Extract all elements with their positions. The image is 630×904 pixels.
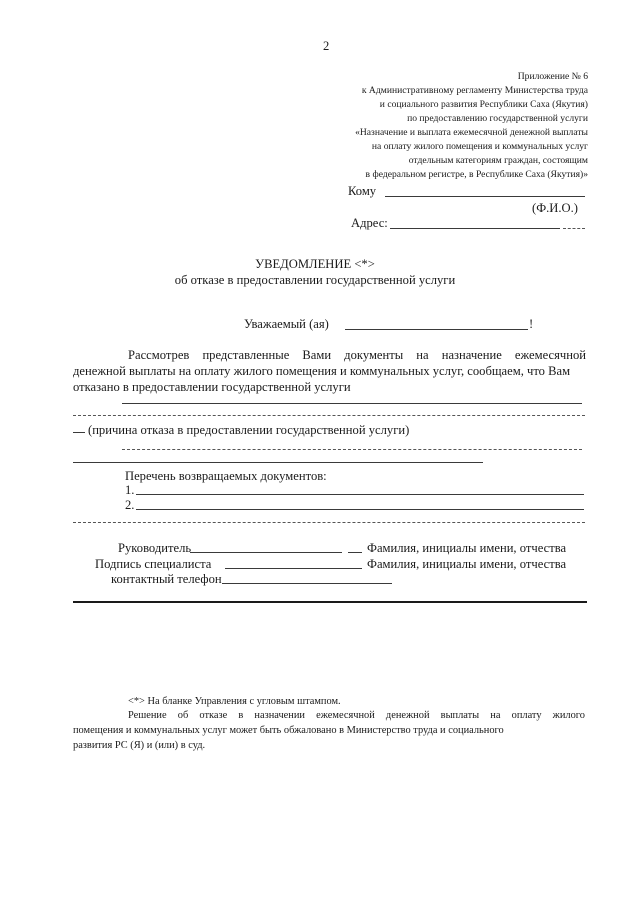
body-line: Рассмотрев представленные Вами документы на назначение ежемесячной [128,348,586,362]
recipient-to-label: Кому [348,184,377,198]
head-name-hint: Фамилия, инициалы имени, отчества [367,541,567,555]
recipient-address-line-tail [563,228,585,229]
greeting-end: ! [529,317,534,331]
reason-line-stub [73,432,85,433]
reason-line [73,415,585,416]
head-label: Руководитель [118,541,192,555]
reason-line [122,449,582,450]
reason-line [73,462,483,463]
returned-doc-number: 1. [125,483,135,497]
body-line: денежной выплаты на оплату жилого помещения и коммунальных услуг, сообщаем, что Вам [73,364,571,378]
body-line: отказано в предоставлении государственной услуги [73,380,351,394]
footnote-line: развития РС (Я) и (или) в суд. [73,740,206,751]
appendix-line: Приложение № 6 [517,71,588,82]
appendix-line: по предоставлению государственной услуги [407,113,588,124]
head-signature-line [348,552,362,553]
returned-doc-number: 2. [125,498,135,512]
page-number: 2 [323,39,330,53]
greeting-label: Уважаемый (ая) [244,317,329,331]
head-signature-line [190,552,342,553]
recipient-address-label: Адрес: [351,216,388,230]
appendix-line: «Назначение и выплата ежемесячной денежной выплаты [355,127,588,138]
recipient-name-line [385,196,585,197]
returned-doc-line [136,509,584,510]
notice-subtitle: об отказе в предоставлении государственной услуги [174,273,456,287]
footnote-line: помещения и коммунальных услуг может быть обжаловано в Министерство труда и социального [73,725,504,736]
returned-doc-line [73,522,585,523]
footnote-line: Решение об отказе в назначении ежемесячной денежной выплаты на оплату жилого [128,710,585,721]
phone-label: контактный телефон [111,572,222,586]
greeting-name-line [345,329,528,330]
specialist-signature-line [225,568,362,569]
reason-line [122,403,582,404]
appendix-line: и социального развития Республики Саха (Якутия) [379,99,588,110]
returned-doc-line [136,494,584,495]
appendix-line: в федеральном регистре, в Республике Саха (Якутия)» [365,169,588,180]
phone-line [222,583,392,584]
returned-docs-label: Перечень возвращаемых документов: [125,469,327,483]
recipient-address-line [390,228,560,229]
specialist-name-hint: Фамилия, инициалы имени, отчества [367,557,567,571]
appendix-line: к Административному регламенту Министерства труда [361,85,588,96]
appendix-line: отдельным категориям граждан, состоящим [408,155,588,166]
recipient-fio-hint: (Ф.И.О.) [532,201,578,215]
appendix-line: на оплату жилого помещения и коммунальных услуг [371,141,588,152]
specialist-label: Подпись специалиста [95,557,212,571]
section-separator [73,601,587,603]
reason-hint: (причина отказа в предоставлении государственной услуги) [88,423,410,437]
footnote-line: <*> На бланке Управления с угловым штампом. [128,696,341,707]
notice-title: УВЕДОМЛЕНИЕ <*> [255,257,375,271]
